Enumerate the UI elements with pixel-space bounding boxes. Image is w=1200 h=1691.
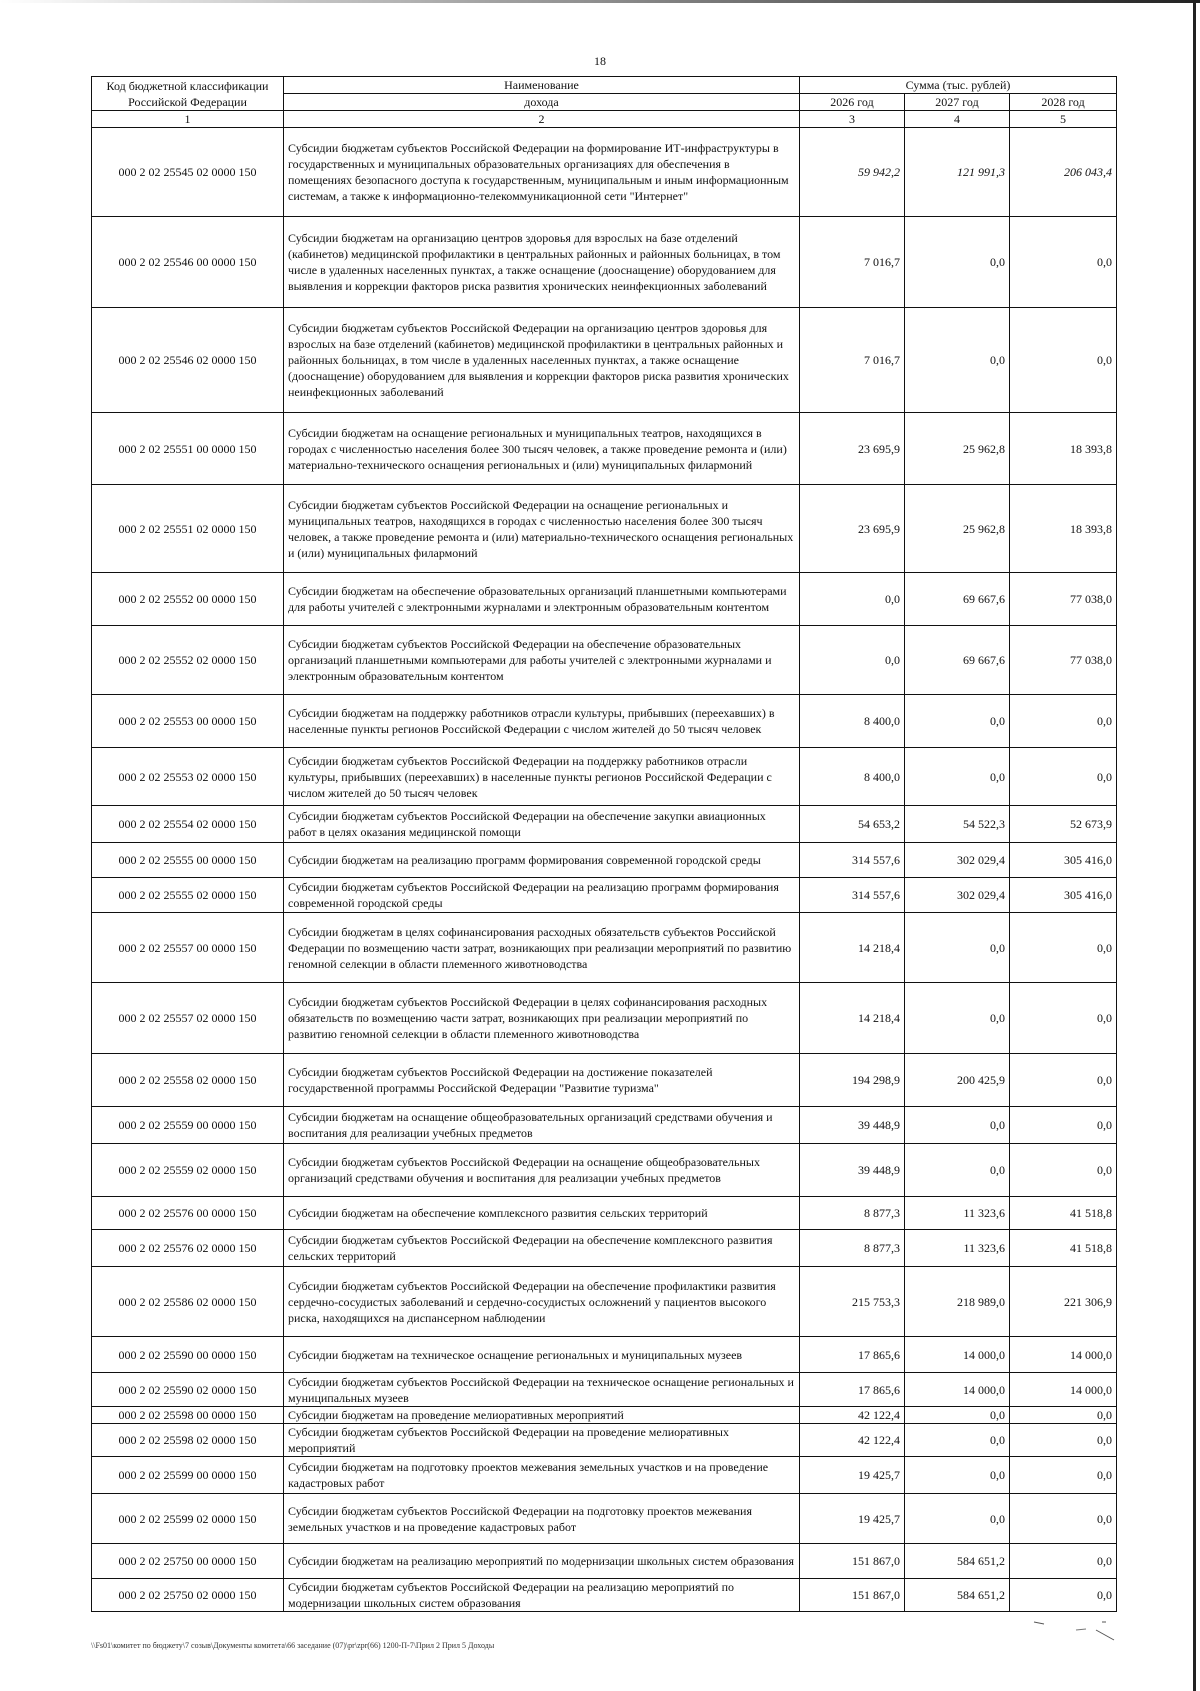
row-name: Субсидии бюджетам субъектов Российской Федерации на организацию центров здоровья для взрослых на базе отделений (кабинетов) медицинской профилактики в центральных районных и районных больницах, в том числе в удаленных населенных пунктах, а также оснащение (дооснащение) оборудованием для выявления и коррекции факторов риска развития хронических неинфекционных заболеваний bbox=[284, 308, 800, 413]
row-value-2027: 0,0 bbox=[905, 913, 1010, 983]
row-name: Субсидии бюджетам субъектов Российской Федерации на проведение мелиоративных мероприятий bbox=[284, 1424, 800, 1457]
table-row bbox=[92, 748, 1117, 806]
table-row bbox=[92, 485, 1117, 573]
row-name: Субсидии бюджетам на оснащение общеобразовательных организаций средствами обучения и воспитания для реализации учебных предметов bbox=[284, 1107, 800, 1144]
row-value-2026: 151 867,0 bbox=[800, 1579, 905, 1612]
row-code: 000 2 02 25598 00 0000 150 bbox=[92, 1407, 284, 1424]
header-year-2028: 2028 год bbox=[1010, 94, 1117, 111]
row-code: 000 2 02 25558 02 0000 150 bbox=[92, 1054, 284, 1107]
row-value-2027: 302 029,4 bbox=[905, 878, 1010, 913]
row-value-2027: 54 522,3 bbox=[905, 806, 1010, 843]
row-code: 000 2 02 25553 02 0000 150 bbox=[92, 748, 284, 806]
row-name: Субсидии бюджетам субъектов Российской Федерации на обеспечение комплексного развития сельских территорий bbox=[284, 1230, 800, 1267]
column-number-1: 1 bbox=[92, 111, 284, 128]
row-code: 000 2 02 25576 02 0000 150 bbox=[92, 1230, 284, 1267]
row-value-2027: 0,0 bbox=[905, 1457, 1010, 1494]
table-row bbox=[92, 1544, 1117, 1579]
scan-edge-right bbox=[1193, 0, 1196, 1691]
row-code: 000 2 02 25599 00 0000 150 bbox=[92, 1457, 284, 1494]
row-value-2026: 314 557,6 bbox=[800, 878, 905, 913]
row-value-2026: 17 865,6 bbox=[800, 1337, 905, 1373]
header-code: Код бюджетной классификации Российской Федерации bbox=[92, 77, 284, 111]
scan-marks bbox=[1030, 1610, 1140, 1650]
row-name: Субсидии бюджетам на организацию центров здоровья для взрослых на базе отделений (кабинетов) медицинской профилактики в центральных районных и районных больницах, в том числе в удаленных населенных пунктах, а также оснащение (дооснащение) оборудованием для выявления и коррекции факторов риска развития хронических неинфекционных заболеваний bbox=[284, 217, 800, 308]
table-row bbox=[92, 1407, 1117, 1424]
row-name: Субсидии бюджетам субъектов Российской Федерации на обеспечение закупки авиационных работ в целях оказания медицинской помощи bbox=[284, 806, 800, 843]
row-value-2028: 14 000,0 bbox=[1010, 1337, 1117, 1373]
row-value-2028: 0,0 bbox=[1010, 1579, 1117, 1612]
table-row bbox=[92, 308, 1117, 413]
row-value-2026: 54 653,2 bbox=[800, 806, 905, 843]
row-value-2027: 0,0 bbox=[905, 1407, 1010, 1424]
row-value-2028: 41 518,8 bbox=[1010, 1230, 1117, 1267]
row-value-2028: 52 673,9 bbox=[1010, 806, 1117, 843]
row-name: Субсидии бюджетам субъектов Российской Федерации на реализацию программ формирования современной городской среды bbox=[284, 878, 800, 913]
row-value-2028: 0,0 bbox=[1010, 1544, 1117, 1579]
table-row bbox=[92, 1457, 1117, 1494]
row-value-2027: 25 962,8 bbox=[905, 485, 1010, 573]
row-code: 000 2 02 25590 02 0000 150 bbox=[92, 1373, 284, 1407]
row-value-2028: 0,0 bbox=[1010, 913, 1117, 983]
table-row bbox=[92, 217, 1117, 308]
header-year-2027: 2027 год bbox=[905, 94, 1010, 111]
row-value-2026: 23 695,9 bbox=[800, 413, 905, 485]
row-name: Субсидии бюджетам субъектов Российской Федерации на формирование ИТ-инфраструктуры в государственных и муниципальных образовательных организациях для обеспечения в помещениях безопасного доступа к государственным, муниципальным и иным информационным системам, а также к информационно-телекоммуникационной сети "Интернет" bbox=[284, 128, 800, 217]
row-value-2026: 215 753,3 bbox=[800, 1267, 905, 1337]
row-value-2026: 59 942,2 bbox=[800, 128, 905, 217]
row-value-2028: 0,0 bbox=[1010, 1424, 1117, 1457]
row-name: Субсидии бюджетам на техническое оснащение региональных и муниципальных музеев bbox=[284, 1337, 800, 1373]
header-name-line-1: Наименование bbox=[284, 77, 800, 94]
header-row-1 bbox=[92, 77, 1117, 94]
row-code: 000 2 02 25557 02 0000 150 bbox=[92, 983, 284, 1054]
row-value-2027: 0,0 bbox=[905, 1107, 1010, 1144]
row-value-2028: 0,0 bbox=[1010, 1494, 1117, 1544]
table-row bbox=[92, 1494, 1117, 1544]
row-name: Субсидии бюджетам субъектов Российской Федерации на оснащение общеобразовательных организаций средствами обучения и воспитания для реализации учебных предметов bbox=[284, 1144, 800, 1197]
column-number-4: 4 bbox=[905, 111, 1010, 128]
row-code: 000 2 02 25552 02 0000 150 bbox=[92, 626, 284, 695]
scan-speck-icon bbox=[1030, 1610, 1140, 1650]
row-value-2026: 19 425,7 bbox=[800, 1494, 905, 1544]
row-code: 000 2 02 25553 00 0000 150 bbox=[92, 695, 284, 748]
row-value-2028: 0,0 bbox=[1010, 1054, 1117, 1107]
row-value-2027: 0,0 bbox=[905, 1144, 1010, 1197]
row-name: Субсидии бюджетам субъектов Российской Федерации на техническое оснащение региональных и муниципальных музеев bbox=[284, 1373, 800, 1407]
column-number-2: 2 bbox=[284, 111, 800, 128]
row-value-2026: 19 425,7 bbox=[800, 1457, 905, 1494]
table-row bbox=[92, 413, 1117, 485]
table-row bbox=[92, 1107, 1117, 1144]
row-value-2027: 218 989,0 bbox=[905, 1267, 1010, 1337]
table-row bbox=[92, 1373, 1117, 1407]
row-name: Субсидии бюджетам на обеспечение комплексного развития сельских территорий bbox=[284, 1197, 800, 1230]
table-row bbox=[92, 983, 1117, 1054]
row-value-2028: 18 393,8 bbox=[1010, 485, 1117, 573]
row-value-2028: 305 416,0 bbox=[1010, 878, 1117, 913]
header-year-2026: 2026 год bbox=[800, 94, 905, 111]
header-number-row bbox=[92, 111, 1117, 128]
table-row bbox=[92, 1054, 1117, 1107]
row-name: Субсидии бюджетам на поддержку работников отрасли культуры, прибывших (переехавших) в населенные пункты регионов Российской Федерации с числом жителей до 50 тысяч человек bbox=[284, 695, 800, 748]
row-value-2026: 39 448,9 bbox=[800, 1107, 905, 1144]
row-code: 000 2 02 25546 00 0000 150 bbox=[92, 217, 284, 308]
row-code: 000 2 02 25551 00 0000 150 bbox=[92, 413, 284, 485]
row-code: 000 2 02 25545 02 0000 150 bbox=[92, 128, 284, 217]
row-code: 000 2 02 25750 02 0000 150 bbox=[92, 1579, 284, 1612]
row-value-2028: 14 000,0 bbox=[1010, 1373, 1117, 1407]
row-value-2026: 17 865,6 bbox=[800, 1373, 905, 1407]
row-code: 000 2 02 25590 00 0000 150 bbox=[92, 1337, 284, 1373]
row-code: 000 2 02 25598 02 0000 150 bbox=[92, 1424, 284, 1457]
row-value-2028: 0,0 bbox=[1010, 1144, 1117, 1197]
row-name: Субсидии бюджетам на реализацию мероприятий по модернизации школьных систем образования bbox=[284, 1544, 800, 1579]
row-value-2028: 0,0 bbox=[1010, 695, 1117, 748]
row-code: 000 2 02 25554 02 0000 150 bbox=[92, 806, 284, 843]
row-value-2027: 0,0 bbox=[905, 748, 1010, 806]
row-value-2026: 0,0 bbox=[800, 573, 905, 626]
row-value-2026: 194 298,9 bbox=[800, 1054, 905, 1107]
row-value-2026: 314 557,6 bbox=[800, 843, 905, 878]
scan-edge-top bbox=[0, 0, 1200, 3]
row-value-2027: 25 962,8 bbox=[905, 413, 1010, 485]
row-value-2028: 41 518,8 bbox=[1010, 1197, 1117, 1230]
file-path-footer: \\Fs01\комитет по бюджету\7 созыв\Документы комитета\66 заседание (07)\pr\zpr(66) 1200-П-7\Прил 2 Прил 5 Доходы bbox=[91, 1641, 495, 1650]
row-value-2027: 584 651,2 bbox=[905, 1544, 1010, 1579]
row-value-2027: 0,0 bbox=[905, 695, 1010, 748]
row-value-2026: 7 016,7 bbox=[800, 308, 905, 413]
row-name: Субсидии бюджетам субъектов Российской Федерации на поддержку работников отрасли культуры, прибывших (переехавших) в населенные пункты регионов Российской Федерации с числом жителей до 50 тысяч человек bbox=[284, 748, 800, 806]
row-name: Субсидии бюджетам в целях софинансирования расходных обязательств субъектов Российской Федерации по возмещению части затрат, возникающих при реализации мероприятий по развитию геномной селекции в области племенного животноводства bbox=[284, 913, 800, 983]
header-name-line-2: дохода bbox=[284, 94, 800, 111]
row-name: Субсидии бюджетам субъектов Российской Федерации на реализацию мероприятий по модернизации школьных систем образования bbox=[284, 1579, 800, 1612]
row-value-2026: 14 218,4 bbox=[800, 983, 905, 1054]
row-code: 000 2 02 25555 02 0000 150 bbox=[92, 878, 284, 913]
table-row bbox=[92, 128, 1117, 217]
row-value-2027: 11 323,6 bbox=[905, 1230, 1010, 1267]
page-number: 18 bbox=[594, 54, 606, 68]
row-value-2028: 0,0 bbox=[1010, 1407, 1117, 1424]
row-value-2026: 23 695,9 bbox=[800, 485, 905, 573]
table-row bbox=[92, 806, 1117, 843]
row-value-2026: 0,0 bbox=[800, 626, 905, 695]
row-value-2026: 8 877,3 bbox=[800, 1197, 905, 1230]
row-code: 000 2 02 25576 00 0000 150 bbox=[92, 1197, 284, 1230]
row-code: 000 2 02 25546 02 0000 150 bbox=[92, 308, 284, 413]
row-value-2028: 0,0 bbox=[1010, 217, 1117, 308]
row-code: 000 2 02 25552 00 0000 150 bbox=[92, 573, 284, 626]
row-value-2027: 69 667,6 bbox=[905, 626, 1010, 695]
row-value-2027: 0,0 bbox=[905, 308, 1010, 413]
row-value-2027: 0,0 bbox=[905, 217, 1010, 308]
table-row bbox=[92, 1197, 1117, 1230]
table-row bbox=[92, 573, 1117, 626]
table-row bbox=[92, 1424, 1117, 1457]
row-value-2027: 0,0 bbox=[905, 1494, 1010, 1544]
row-code: 000 2 02 25551 02 0000 150 bbox=[92, 485, 284, 573]
row-code: 000 2 02 25586 02 0000 150 bbox=[92, 1267, 284, 1337]
row-value-2028: 0,0 bbox=[1010, 1107, 1117, 1144]
row-name: Субсидии бюджетам субъектов Российской Федерации на обеспечение образовательных организаций планшетными компьютерами для работы учителей с электронными журналами и электронным образовательным контентом bbox=[284, 626, 800, 695]
row-value-2028: 0,0 bbox=[1010, 308, 1117, 413]
table-row bbox=[92, 1144, 1117, 1197]
row-value-2026: 7 016,7 bbox=[800, 217, 905, 308]
revenue-table bbox=[91, 76, 1117, 1612]
row-value-2028: 206 043,4 bbox=[1010, 128, 1117, 217]
row-code: 000 2 02 25559 02 0000 150 bbox=[92, 1144, 284, 1197]
header-sum: Сумма (тыс. рублей) bbox=[800, 77, 1117, 94]
row-name: Субсидии бюджетам субъектов Российской Федерации на подготовку проектов межевания земельных участков и на проведение кадастровых работ bbox=[284, 1494, 800, 1544]
table-row bbox=[92, 1337, 1117, 1373]
row-value-2027: 200 425,9 bbox=[905, 1054, 1010, 1107]
table-row bbox=[92, 1579, 1117, 1612]
row-value-2026: 8 877,3 bbox=[800, 1230, 905, 1267]
row-name: Субсидии бюджетам на подготовку проектов межевания земельных участков и на проведение кадастровых работ bbox=[284, 1457, 800, 1494]
row-code: 000 2 02 25559 00 0000 150 bbox=[92, 1107, 284, 1144]
table-row bbox=[92, 1230, 1117, 1267]
row-value-2027: 584 651,2 bbox=[905, 1579, 1010, 1612]
row-name: Субсидии бюджетам на обеспечение образовательных организаций планшетными компьютерами для работы учителей с электронными журналами и электронным образовательным контентом bbox=[284, 573, 800, 626]
row-code: 000 2 02 25750 00 0000 150 bbox=[92, 1544, 284, 1579]
row-value-2027: 121 991,3 bbox=[905, 128, 1010, 217]
table-row bbox=[92, 695, 1117, 748]
table-row bbox=[92, 913, 1117, 983]
row-value-2027: 302 029,4 bbox=[905, 843, 1010, 878]
row-value-2028: 0,0 bbox=[1010, 983, 1117, 1054]
column-number-5: 5 bbox=[1010, 111, 1117, 128]
row-value-2026: 42 122,4 bbox=[800, 1407, 905, 1424]
table-row bbox=[92, 878, 1117, 913]
row-value-2028: 0,0 bbox=[1010, 1457, 1117, 1494]
row-value-2026: 39 448,9 bbox=[800, 1144, 905, 1197]
row-value-2028: 0,0 bbox=[1010, 748, 1117, 806]
row-value-2028: 305 416,0 bbox=[1010, 843, 1117, 878]
row-name: Субсидии бюджетам на оснащение региональных и муниципальных театров, находящихся в городах с численностью населения более 300 тысяч человек, а также проведение ремонта и (или) материально-технического оснащения региональных и (или) муниципальных филармоний bbox=[284, 413, 800, 485]
row-value-2027: 69 667,6 bbox=[905, 573, 1010, 626]
row-value-2028: 77 038,0 bbox=[1010, 573, 1117, 626]
row-name: Субсидии бюджетам на реализацию программ формирования современной городской среды bbox=[284, 843, 800, 878]
row-name: Субсидии бюджетам субъектов Российской Федерации на достижение показателей государственной программы Российской Федерации "Развитие туризма" bbox=[284, 1054, 800, 1107]
row-value-2028: 18 393,8 bbox=[1010, 413, 1117, 485]
row-value-2028: 221 306,9 bbox=[1010, 1267, 1117, 1337]
row-name: Субсидии бюджетам субъектов Российской Федерации на обеспечение профилактики развития сердечно-сосудистых заболеваний и сердечно-сосудистых осложнений у пациентов высокого риска, находящихся на диспансерном наблюдении bbox=[284, 1267, 800, 1337]
row-value-2026: 8 400,0 bbox=[800, 695, 905, 748]
row-value-2026: 42 122,4 bbox=[800, 1424, 905, 1457]
table-row bbox=[92, 843, 1117, 878]
row-name: Субсидии бюджетам субъектов Российской Федерации в целях софинансирования расходных обязательств по возмещению части затрат, возникающих при реализации мероприятий по развитию геномной селекции в области племенного животноводства bbox=[284, 983, 800, 1054]
row-code: 000 2 02 25555 00 0000 150 bbox=[92, 843, 284, 878]
row-name: Субсидии бюджетам на проведение мелиоративных мероприятий bbox=[284, 1407, 800, 1424]
row-code: 000 2 02 25599 02 0000 150 bbox=[92, 1494, 284, 1544]
column-number-3: 3 bbox=[800, 111, 905, 128]
row-value-2028: 77 038,0 bbox=[1010, 626, 1117, 695]
table-row bbox=[92, 626, 1117, 695]
row-value-2026: 14 218,4 bbox=[800, 913, 905, 983]
row-name: Субсидии бюджетам субъектов Российской Федерации на оснащение региональных и муниципальных театров, находящихся в городах с численностью населения более 300 тысяч человек, а также проведение ремонта и (или) материально-технического оснащения региональных и (или) муниципальных филармоний bbox=[284, 485, 800, 573]
row-value-2026: 151 867,0 bbox=[800, 1544, 905, 1579]
row-code: 000 2 02 25557 00 0000 150 bbox=[92, 913, 284, 983]
row-value-2027: 0,0 bbox=[905, 983, 1010, 1054]
row-value-2027: 11 323,6 bbox=[905, 1197, 1010, 1230]
row-value-2027: 14 000,0 bbox=[905, 1337, 1010, 1373]
row-value-2026: 8 400,0 bbox=[800, 748, 905, 806]
table-row bbox=[92, 1267, 1117, 1337]
row-value-2027: 14 000,0 bbox=[905, 1373, 1010, 1407]
row-value-2027: 0,0 bbox=[905, 1424, 1010, 1457]
